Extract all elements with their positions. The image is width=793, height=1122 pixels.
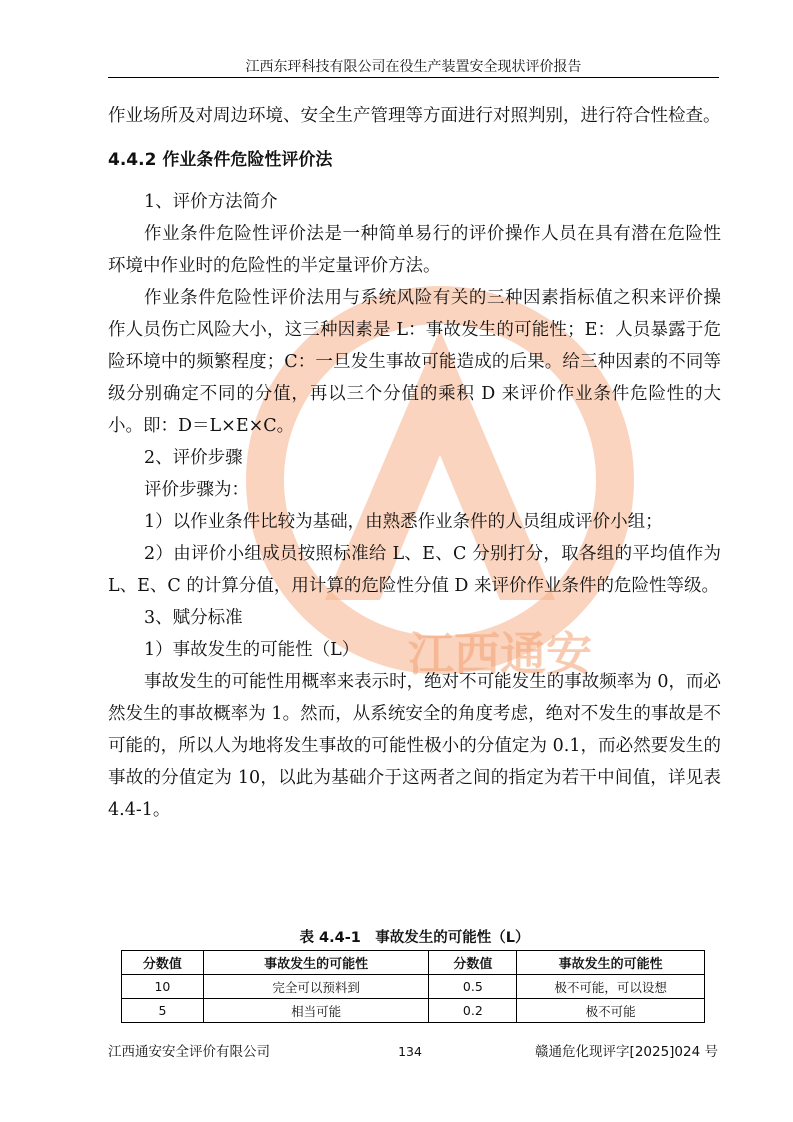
footer-company: 江西通安安全评价有限公司 [108,1044,270,1060]
table-cell: 10 [122,975,204,999]
list-item-2: 2、评价步骤 [144,448,243,468]
paragraph-steps: 评价步骤为： [144,480,249,500]
header-cell: 事故发生的可能性 [517,951,705,975]
page-number: 134 [398,1044,422,1059]
header-rule [108,77,719,78]
list-item-1: 1、评价方法简介 [144,192,278,212]
sub-item-1: 1）事故发生的可能性（L） [144,640,360,660]
document-number: 赣通危化现评字[2025]024 号 [535,1044,718,1060]
table-cell: 0.2 [429,999,517,1023]
step-2: 2）由评价小组成员按照标准给 L、E、C 分别打分，取各组的平均值作为 L、E、C 的计算分值，用计算的危险性分值 D 来评价作业条件的危险性等级。 [108,544,721,596]
watermark-text: 江西通安 [408,627,592,681]
table-row [122,975,705,999]
table-header-row [122,951,705,975]
table-cell: 0.5 [429,975,517,999]
header-cell: 分数值 [122,951,204,975]
step-1: 1）以作业条件比较为基础，由熟悉作业条件的人员组成评价小组； [144,512,663,532]
paragraph-method: 作业条件危险性评价法是一种简单易行的评价操作人员在具有潜在危险性环境中作业时的危险性的半定量评价方法。 [108,224,721,276]
paragraph-intro: 作业场所及对周边环境、安全生产管理等方面进行对照判别，进行符合性检查。 [108,106,721,126]
header-cell: 事故发生的可能性 [203,951,429,975]
table-cell: 极不可能 [517,999,705,1023]
paragraph-factors: 作业条件危险性评价法用与系统风险有关的三种因素指标值之积来评价操作人员伤亡风险大小，这三种因素是 L：事故发生的可能性；E：人员暴露于危险环境中的频繁程度；C：一旦发生事故可能造成的后果。给三种因素的不同等级分别确定不同的分值，再以三个分值的乘积 D 来评价作业条件危险性的大小。即：D＝L×E×C。 [108,288,721,436]
table-row [122,999,705,1023]
document-body [108,100,721,826]
paragraph-probability: 事故发生的可能性用概率来表示时，绝对不可能发生的事故频率为 0，而必然发生的事故概率为 1。然而，从系统安全的角度考虑，绝对不发生的事故是不可能的，所以人为地将发生事故的可能性极小的分值定为 0.1，而必然要发生的事故的分值定为 10，以此为基础介于这两者之间的指定为若干中间值，详见表 4.4-1。 [108,672,721,820]
section-heading: 4.4.2 作业条件危险性评价法 [108,150,333,170]
table-cell: 极不可能，可以设想 [517,975,705,999]
table-caption: 表 4.4-1 事故发生的可能性（L） [299,930,530,946]
likelihood-table [121,950,705,1023]
table-cell: 完全可以预料到 [203,975,429,999]
table-cell: 5 [122,999,204,1023]
header-cell: 分数值 [429,951,517,975]
running-header: 江西东玶科技有限公司在役生产装置安全现状评价报告 [245,59,582,75]
table-cell: 相当可能 [203,999,429,1023]
list-item-3: 3、赋分标准 [144,608,243,628]
